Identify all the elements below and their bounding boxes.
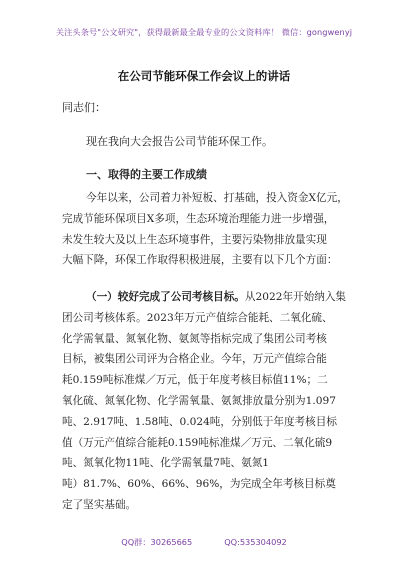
paragraph-line: 值（万元产值综合能耗0.159吨标准煤／万元、二氧化硫9 (62, 436, 333, 449)
subheading-bold: （一）较好完成了公司考核目标。 (86, 291, 245, 303)
footer-qq: QQ:535304092 (224, 537, 287, 547)
paragraph-line: 定了坚实基础。 (62, 498, 137, 511)
paragraph-line: 吨）81.7%、60%、66%、96%，为完成全年考核目标奠 (62, 478, 336, 491)
paragraph-line: 大幅下降，环保工作取得积极进展，主要有以下几个方面： (62, 254, 338, 267)
paragraph-line: 氧化硫、氮氧化物、化学需氧量、氨氮排放量分别为1.097 (62, 394, 336, 407)
section-heading: 一、取得的主要工作成绩 (86, 168, 207, 181)
header-note: 关注头条号"公文研究"，获得最新最全最专业的公文资料库！ 微信：gongwenyj (55, 27, 353, 37)
paragraph-lead-text: 从2022年开始纳入集 (244, 291, 347, 303)
paragraph-line: 耗0.159吨标准煤／万元，低于年度考核目标值11%；二 (62, 374, 328, 387)
footer-contacts (0, 537, 408, 548)
paragraph-line: 团公司考核体系。2023年万元产值综合能耗、二氧化硫、 (62, 311, 333, 324)
paragraph-line: 完成节能环保项目X多项，生态环境治理能力进一步增强， (62, 212, 335, 225)
paragraph-assessment-targets (62, 287, 366, 516)
paragraph-line: 化学需氧量、氮氧化物、氨氮等指标完成了集团公司考核 (62, 332, 327, 345)
paragraph-achievements-intro (62, 188, 366, 271)
paragraph-line: 今年以来，公司着力补短板、打基础，投入资金X亿元， (86, 192, 348, 204)
document-title: 在公司节能环保工作会议上的讲话 (117, 69, 291, 83)
paragraph-line: 目标，被集团公司评为合格企业。今年，万元产值综合能 (62, 353, 327, 366)
paragraph-line: 吨、氮氧化物11吨、化学需氧量7吨、氨氮1 (62, 457, 270, 470)
footer-qq-group: QQ群：30265665 (121, 537, 193, 547)
intro-sentence: 现在我向大会报告公司节能环保工作。 (86, 135, 273, 148)
paragraph-line (62, 287, 366, 308)
paragraph-line: 吨、2.917吨、1.58吨、0.024吨，分别低于年度考核目标 (62, 415, 337, 428)
paragraph-line: 未发生较大及以上生态环境事件，主要污染物排放量实现 (62, 233, 327, 246)
salutation: 同志们： (62, 101, 106, 114)
